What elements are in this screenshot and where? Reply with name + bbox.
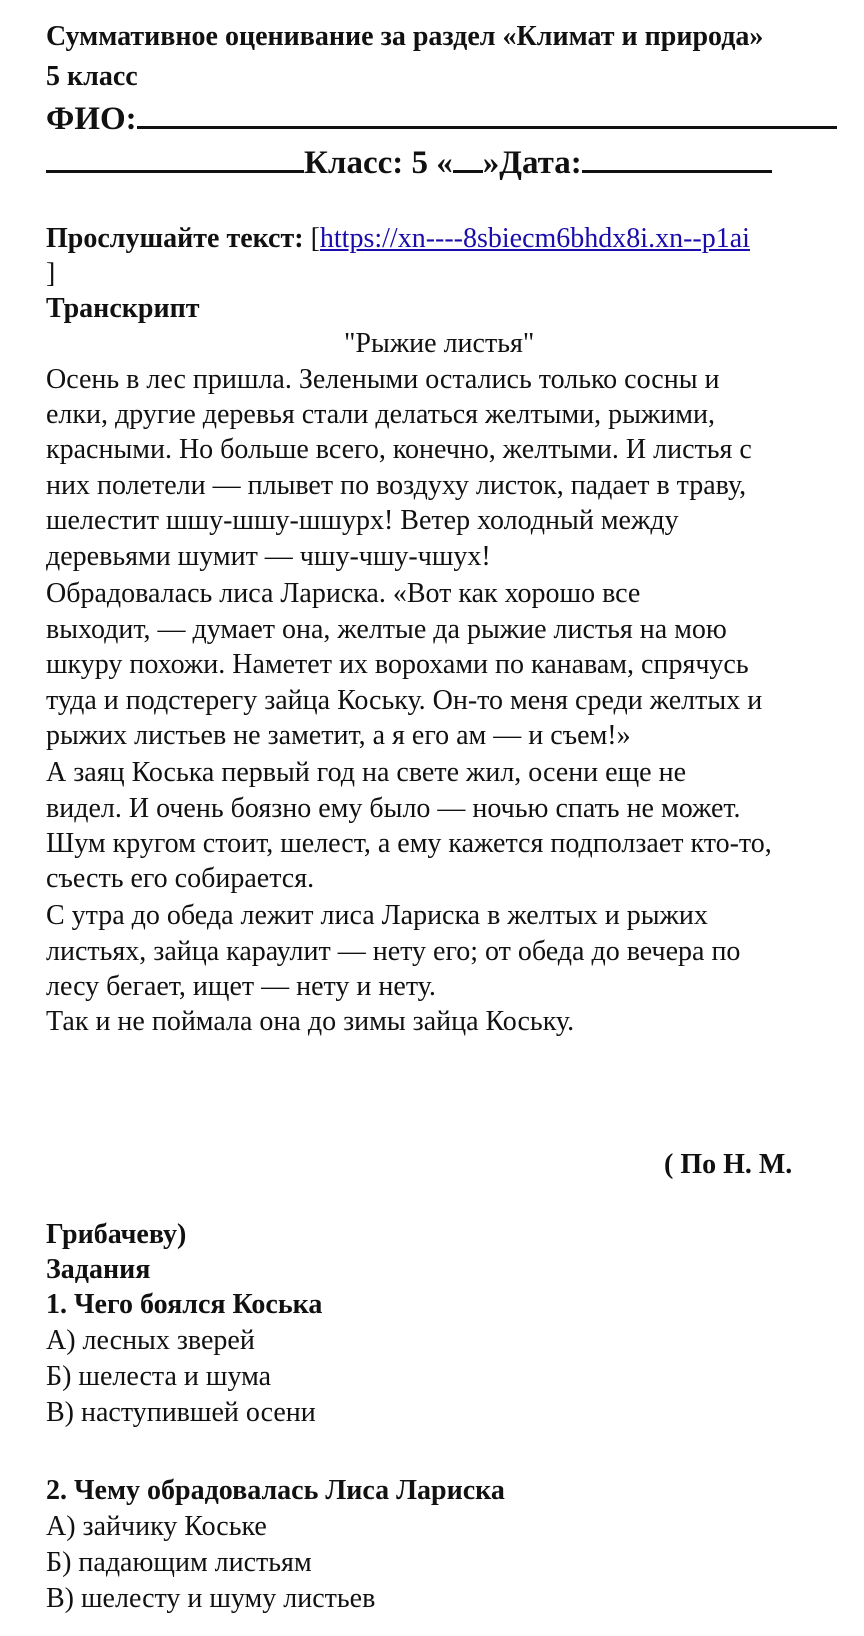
answer-option[interactable]: В) наступившей осени <box>46 1397 316 1428</box>
listen-label: Прослушайте текст: <box>46 223 304 254</box>
answer-option[interactable]: Б) шелеста и шума <box>46 1361 272 1392</box>
story-line: выходит, — думает она, желтые да рыжие листья на мою <box>46 614 727 645</box>
answer-option[interactable]: Б) падающим листьям <box>46 1547 312 1578</box>
story-line: А заяц Коська первый год на свете жил, осени еще не <box>46 757 686 788</box>
fio-row <box>46 96 837 139</box>
fio-blank-line[interactable] <box>137 96 837 129</box>
date-label: »Дата: <box>482 145 582 181</box>
story-title: "Рыжие листья" <box>344 328 535 359</box>
transcript-heading: Транскрипт <box>46 293 200 324</box>
answer-option[interactable]: А) лесных зверей <box>46 1325 255 1356</box>
author-credit-continued: Грибачеву) <box>46 1219 187 1250</box>
tasks-heading: Задания <box>46 1254 151 1285</box>
page-title: Суммативное оценивание за раздел «Климат и природа» <box>46 21 764 52</box>
story-line: шелестит шшу-шшу-шшурх! Ветер холодный между <box>46 505 679 536</box>
question-title: 2. Чему обрадовалась Лиса Лариска <box>46 1475 505 1506</box>
class-label: Класс: 5 « <box>304 145 453 181</box>
story-line: видел. И очень боязно ему было — ночью спать не может. <box>46 793 741 824</box>
story-line: елки, другие деревья стали делаться желтыми, рыжими, <box>46 399 716 430</box>
date-blank-line[interactable] <box>582 140 772 173</box>
story-line: Так и не поймала она до зимы зайца Коську. <box>46 1006 575 1037</box>
story-line: красными. Но больше всего, конечно, желтыми. И листья с <box>46 434 752 465</box>
audio-link[interactable]: https://xn----8sbiecm6bhdx8i.xn--p1ai <box>319 223 750 254</box>
listen-close-bracket: ] <box>46 258 56 289</box>
listen-row <box>46 222 750 256</box>
story-line: деревьями шумит — чшу-чшу-чшух! <box>46 541 491 572</box>
listen-open-bracket: [ <box>303 223 320 254</box>
name-blank-line[interactable] <box>46 140 304 173</box>
story-line: съесть его собирается. <box>46 863 315 894</box>
question-title: 1. Чего боялся Коська <box>46 1289 323 1320</box>
story-line: Шум кругом стоит, шелест, а ему кажется подползает кто-то, <box>46 828 772 859</box>
class-letter-blank[interactable] <box>453 140 483 173</box>
story-line: шкуру похожи. Наметет их ворохами по канавам, спрячусь <box>46 649 749 680</box>
answer-option[interactable]: А) зайчику Коське <box>46 1511 267 1542</box>
grade-label: 5 класс <box>46 61 138 92</box>
story-line: рыжих листьев не заметит, а я его ам — и съем!» <box>46 720 631 751</box>
story-line: Обрадовалась лиса Лариска. «Вот как хорошо все <box>46 578 641 609</box>
story-line: Осень в лес пришла. Зелеными остались только сосны и <box>46 364 720 395</box>
story-line: лесу бегает, ищет — нету и нету. <box>46 971 436 1002</box>
fio-label: ФИО: <box>46 101 137 137</box>
story-line: С утра до обеда лежит лиса Лариска в желтых и рыжих <box>46 900 708 931</box>
story-line: листьях, зайца караулит — нету его; от обеда до вечера по <box>46 936 741 967</box>
class-date-row <box>46 140 772 183</box>
author-credit: ( По Н. М. <box>664 1149 793 1180</box>
story-line: туда и подстерегу зайца Коську. Он-то меня среди желтых и <box>46 685 763 716</box>
story-line: них полетели — плывет по воздуху листок, падает в траву, <box>46 470 747 501</box>
answer-option[interactable]: В) шелесту и шуму листьев <box>46 1583 376 1614</box>
